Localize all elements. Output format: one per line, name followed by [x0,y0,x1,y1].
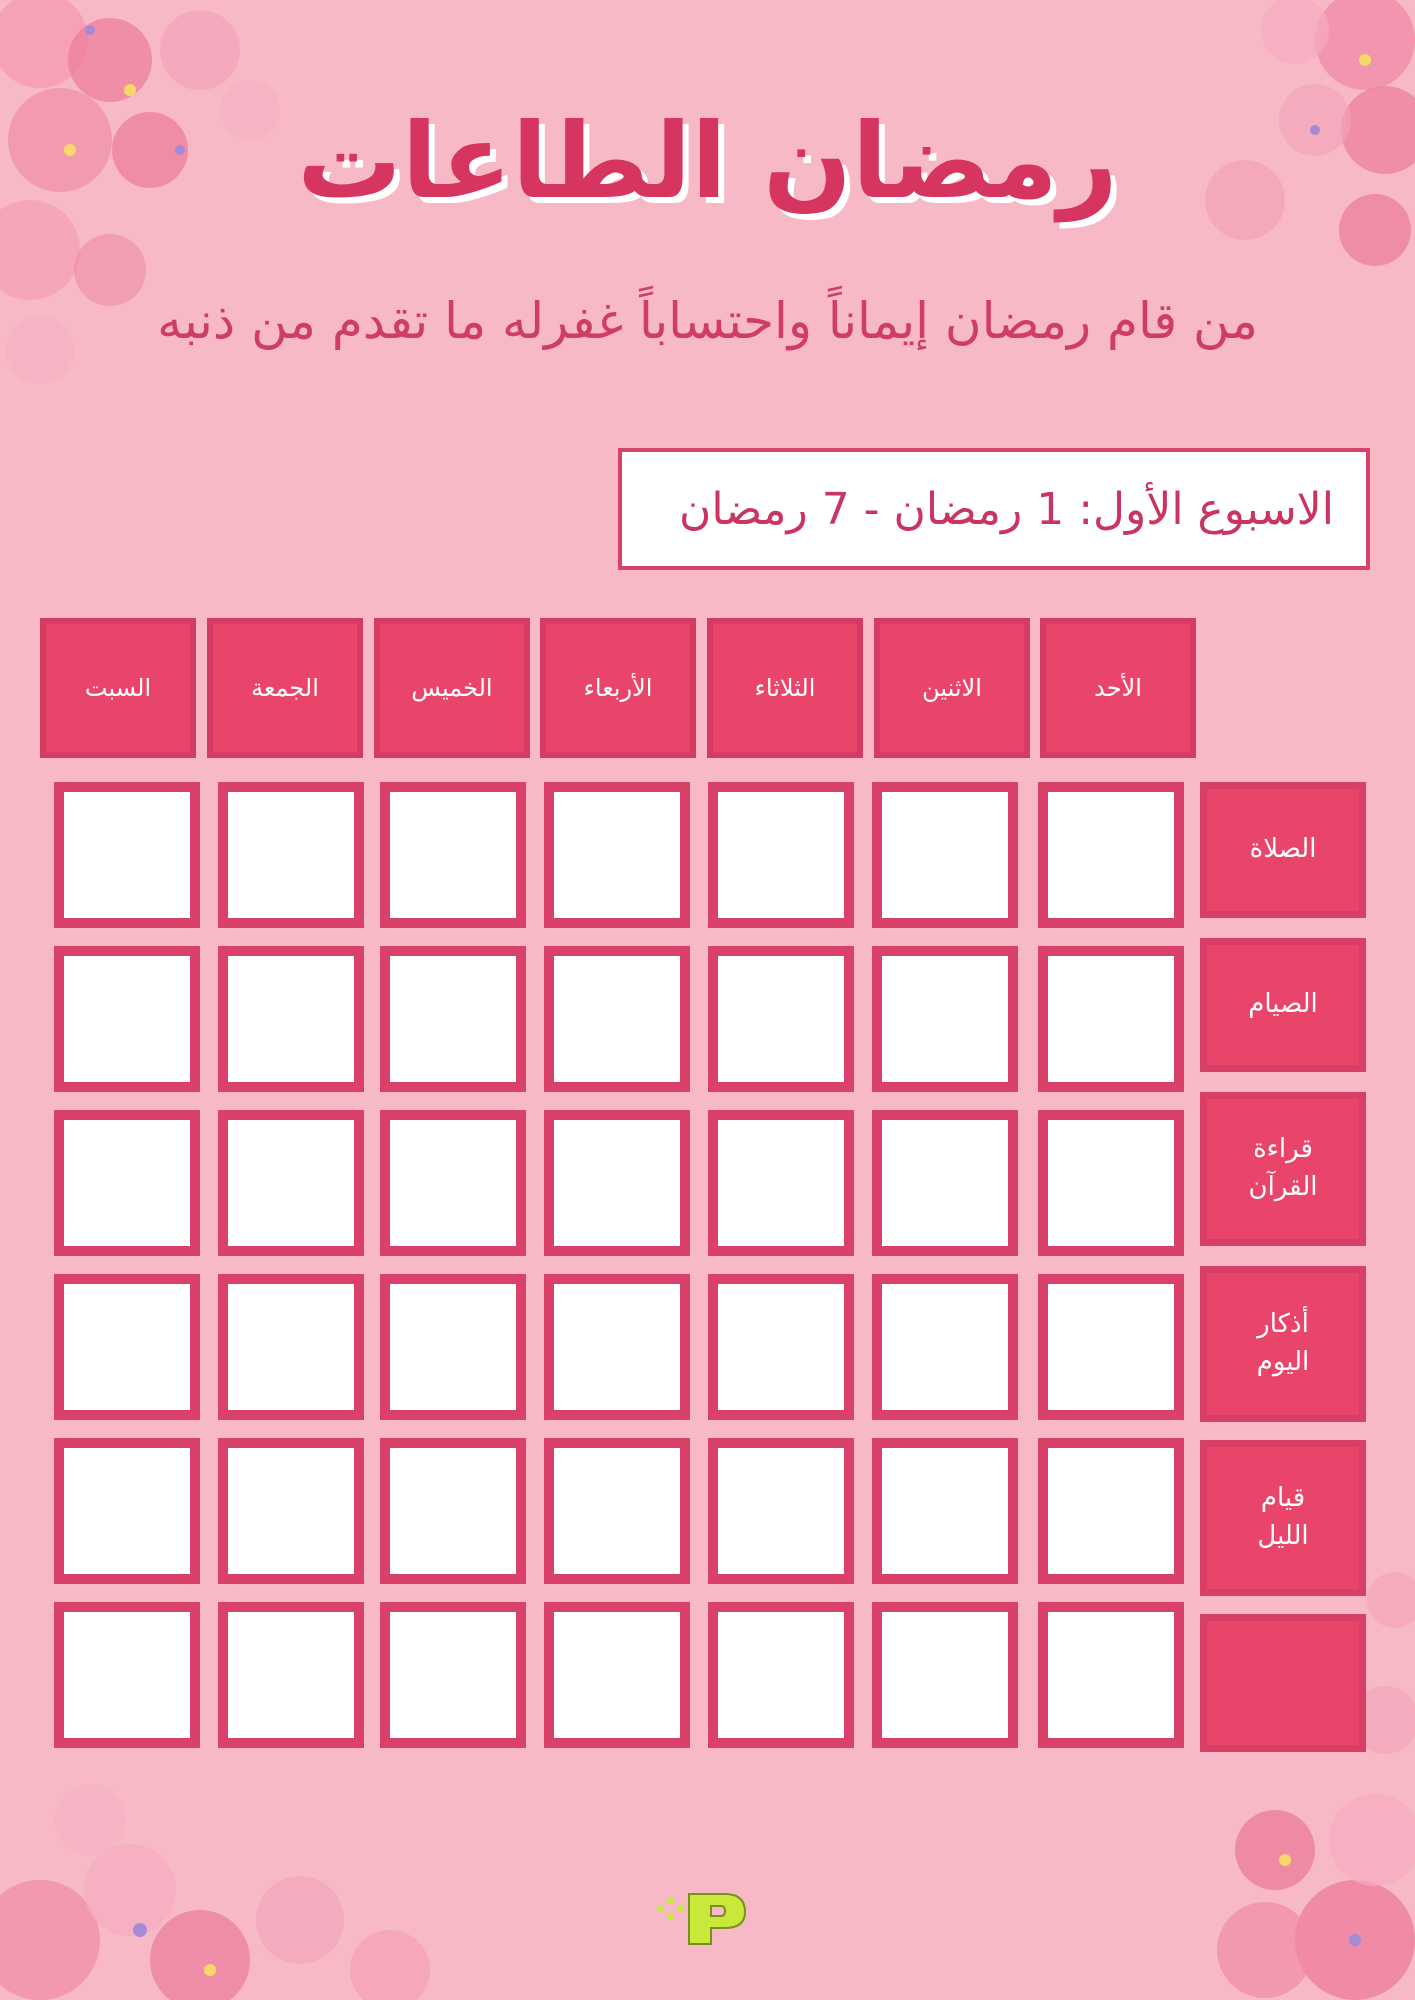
tracker-checkbox[interactable] [380,782,526,928]
day-header: الجمعة [207,618,363,758]
day-header: السبت [40,618,196,758]
page-subtitle: من قام رمضان إيماناً واحتساباً غفرله ما تقدم من ذنبه [157,292,1258,350]
tracker-checkbox[interactable] [872,1274,1018,1420]
tracker-checkbox[interactable] [380,1110,526,1256]
tracker-checkbox[interactable] [218,1438,364,1584]
row-label: قيام الليل [1200,1440,1366,1596]
tracker-checkbox[interactable] [54,1602,200,1748]
tracker-checkbox[interactable] [1038,782,1184,928]
row-label: أذكار اليوم [1200,1266,1366,1422]
tracker-checkbox[interactable] [872,946,1018,1092]
row-label: الصلاة [1200,782,1366,918]
tracker-checkbox[interactable] [544,946,690,1092]
tracker-checkbox[interactable] [218,1602,364,1748]
tracker-checkbox[interactable] [708,1110,854,1256]
tracker-checkbox[interactable] [54,782,200,928]
tracker-checkbox[interactable] [544,1602,690,1748]
tracker-checkbox[interactable] [218,946,364,1092]
tracker-checkbox[interactable] [544,1110,690,1256]
tracker-checkbox[interactable] [380,1602,526,1748]
day-header: الخميس [374,618,530,758]
tracker-checkbox[interactable] [218,782,364,928]
tracker-checkbox[interactable] [380,946,526,1092]
tracker-checkbox[interactable] [1038,946,1184,1092]
tracker-checkbox[interactable] [380,1438,526,1584]
tracker-checkbox[interactable] [872,1438,1018,1584]
tracker-checkbox[interactable] [872,782,1018,928]
tracker-checkbox[interactable] [708,1438,854,1584]
tracker-checkbox[interactable] [380,1274,526,1420]
tracker-checkbox[interactable] [54,946,200,1092]
tracker-checkbox[interactable] [218,1110,364,1256]
tracker-checkbox[interactable] [872,1110,1018,1256]
tracker-checkbox[interactable] [708,1274,854,1420]
tracker-checkbox[interactable] [708,782,854,928]
week-label: الاسبوع الأول: 1 رمضان - 7 رمضان [618,448,1370,570]
tracker-checkbox[interactable] [1038,1438,1184,1584]
floral-decoration-bottom-left [0,1740,480,2000]
brand-logo-icon [655,1888,750,1950]
tracker-checkbox[interactable] [544,1438,690,1584]
tracker-checkbox[interactable] [54,1274,200,1420]
tracker-checkbox[interactable] [544,1274,690,1420]
tracker-checkbox[interactable] [1038,1110,1184,1256]
tracker-checkbox[interactable] [708,1602,854,1748]
page-title: رمضان الطاعات [297,100,1118,222]
tracker-checkbox[interactable] [54,1438,200,1584]
row-label [1200,1614,1366,1752]
day-header: الأربعاء [540,618,696,758]
day-header: الأحد [1040,618,1196,758]
day-header: الثلاثاء [707,618,863,758]
tracker-checkbox[interactable] [1038,1602,1184,1748]
tracker-checkbox[interactable] [54,1110,200,1256]
tracker-checkbox[interactable] [544,782,690,928]
tracker-checkbox[interactable] [708,946,854,1092]
day-header: الاثنين [874,618,1030,758]
row-label: قراءة القرآن [1200,1092,1366,1246]
tracker-checkbox[interactable] [218,1274,364,1420]
tracker-checkbox[interactable] [1038,1274,1184,1420]
row-label: الصيام [1200,938,1366,1072]
tracker-checkbox[interactable] [872,1602,1018,1748]
